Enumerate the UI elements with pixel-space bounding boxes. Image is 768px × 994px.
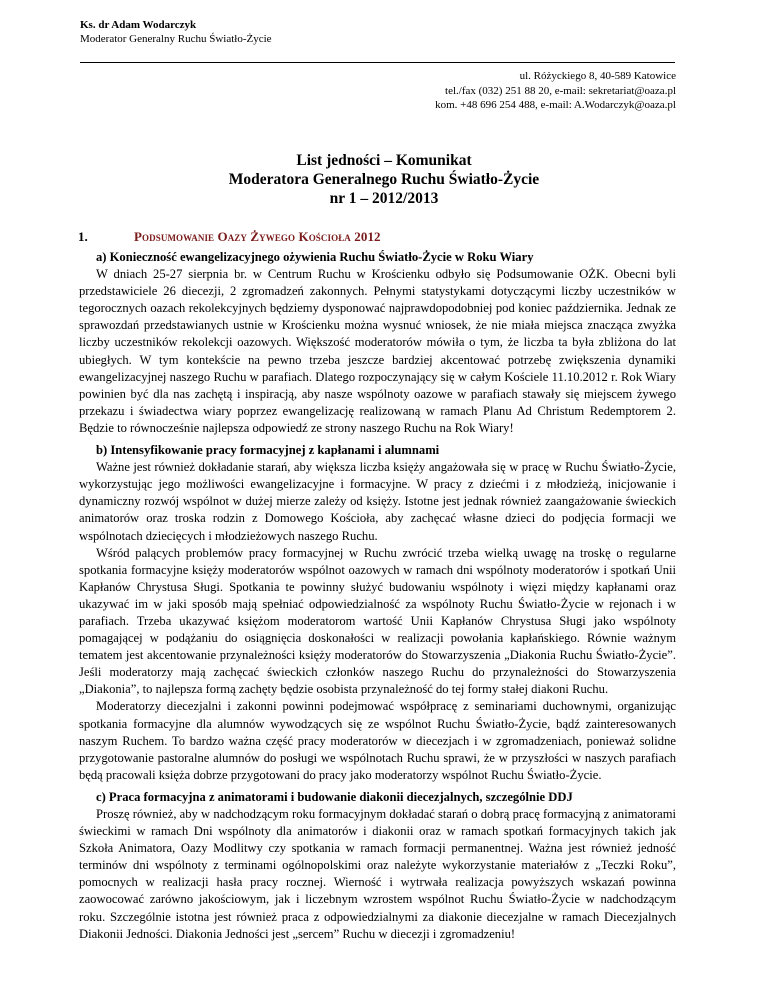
- subsection-a-heading: a) Konieczność ewangelizacyjnego ożywienia Ruchu Światło-Życie w Roku Wiary: [96, 250, 534, 264]
- section-title: Podsumowanie Oazy Żywego Kościoła 2012: [134, 229, 381, 244]
- paragraph-a: W dniach 25-27 sierpnia br. w Centrum Ruchu w Krościenku odbyło się Podsumowanie OŻK. Obecni byli przedstawiciele 26 diecezji, 2 zgromadzeń zakonnych. Pełnymi statystykami dotyczącymi liczby uczestników w tegorocznych oazach rekolekcyjnych będziemy dysponować najprawdopodobniej pod koniec października. Jednak ze sprawozdań przedstawianych ustnie w Krościenku można wysnuć wniosek, że nie miała miejsca znacząca zwyżka liczby uczestników rekolekcji oazowych. Większość moderatorów mówiła o tym, że liczba ta była zbliżona do lat ubiegłych. W tym kontekście na pewno trzeba jeszcze bardziej akcentować potrzebę zwiększenia dynamiki ewangelizacyjnej naszego Ruchu w parafiach. Dlatego rozpoczynający się w całym Kościele 11.10.2012 r. Rok Wiary powinien być dla nas zachętą i inspiracją, aby nasze wspólnoty oazowe w parafiach stawały się miejscem żywego przekazu i świadectwa wiary poprzez ewangelizację realizowaną w ramach Planu Ad Christum Redemptorem 2. Będzie to równocześnie najlepsza odpowiedź ze strony naszego Ruchu na Rok Wiary!: [79, 267, 676, 435]
- paragraph-b1: Ważne jest również dokładanie starań, aby większa liczba księży angażowała się w pracę w Ruchu Światło-Życie, wykorzystując jego możliwości ewangelizacyjne i formacyjne. W pracy z dziećmi i z młodzieżą, inicjowanie i dynamiczny rozwój wspólnot w dużej mierze zależy od księży. Istotne jest jednak również zaangażowanie świeckich animatorów oraz troska rodzin z Domowego Kościoła, aby zachęcać własne dzieci do podjęcia formacji we wspólnotach dziecięcych i młodzieżowych naszego Ruchu.: [79, 460, 676, 543]
- section-number: 1.: [78, 229, 88, 244]
- letter-body: [79, 249, 676, 943]
- document-title: [0, 151, 768, 208]
- paragraph-c: Proszę również, aby w nadchodzącym roku formacyjnym dokładać starań o dobrą pracę formacyjną z animatorami świeckimi w ramach Dni wspólnoty dla animatorów i diakonii oraz w ramach spotkań formacyjnych takich jak Szkoła Animatora, Oazy Modlitwy czy spotkania w ramach formacji permanentnej. Ważna jest również jedność terminów dni wspólnoty z terminami ogólnopolskimi oraz należyte wykorzystanie materiałów z „Teczki Roku”, pomocnych w realizacji hasła pracy rocznej. Wierność i wytrwała realizacja powyższych wskazań powinna zaowocować zarówno jakościowym, jak i liczebnym wzrostem wspólnot Ruchu Światło-Życie w nadchodzącym roku. Szczególnie istotna jest również praca z odpowiedzialnymi za diakonie diecezjalne w ramach Diecezjalnych Diakonii Jedności. Diakonia Jedności jest „sercem” Ruchu w diecezji i zgromadzeniu!: [79, 807, 676, 941]
- header-divider: [80, 62, 675, 63]
- phone-email-line: tel./fax (032) 251 88 20, e-mail: sekretariat@oaza.pl: [445, 84, 676, 97]
- title-line-1: List jedności – Komunikat: [296, 152, 472, 169]
- contact-block: [435, 69, 676, 113]
- author-role: Moderator Generalny Ruchu Światło-Życie: [80, 33, 272, 45]
- mobile-email-line: kom. +48 696 254 488, e-mail: A.Wodarczyk@oaza.pl: [435, 99, 676, 111]
- title-line-3: nr 1 – 2012/2013: [329, 190, 439, 207]
- title-line-2: Moderatora Generalnego Ruchu Światło-Życie: [228, 171, 540, 188]
- sender-block: [80, 18, 272, 46]
- paragraph-b3: Moderatorzy diecezjalni i zakonni powinni podejmować współpracę z seminariami duchownymi, organizując spotkania formacyjne dla alumnów wywodzących się ze wspólnot Ruchu Światło-Życie, bądź zainteresowanych naszym Ruchem. To bardzo ważna część pracy moderatorów w diecezjach i w zgromadzeniach, ponieważ solidne przygotowanie pastoralne alumnów do posługi we wspólnotach Ruchu sprawi, że w przyszłości w naszych parafiach będą pracowali księża dobrze przygotowani do pracy jako moderatorzy wspólnot Ruchu Światło-Życie.: [79, 699, 676, 782]
- subsection-b-heading: b) Intensyfikowanie pracy formacyjnej z kapłanami i alumnami: [96, 443, 440, 458]
- author-name: Ks. dr Adam Wodarczyk: [80, 19, 197, 31]
- subsection-c-heading: c) Praca formacyjna z animatorami i budowanie diakonii diecezjalnych, szczególnie DDJ: [96, 789, 573, 804]
- address-line: ul. Różyckiego 8, 40-589 Katowice: [519, 70, 676, 82]
- paragraph-b2: Wśród palących problemów pracy formacyjnej w Ruchu zwrócić trzeba wielką uwagę na troskę o regularne spotkania formacyjne księży moderatorów wspólnot oazowych w ramach dni wspólnoty moderatorów i spotkań Unii Kapłanów Chrystusa Sługi. Spotkania te powinny służyć budowaniu wspólnoty i więzi między kapłanami oraz ukazywać im w jaki sposób mają spełniać odpowiedzialność za wspólnoty Ruchu Światło-Życie w rejonach i w parafiach. Trzeba ukazywać księżom moderatorom wartość Unii Kapłanów Chrystusa Sługi jako wspólnoty pomagającej w podążaniu do osiągnięcia doskonałości w realizacji powołania kapłańskiego. Równie ważnym tematem jest akcentowanie przynależności księży moderatorów do Stowarzyszenia „Diakonia Ruchu Światło-Życie”. Jeśli moderatorzy mają zachęcać świeckich członków naszego Ruchu do przynależności do Stowarzyszenia „Diakonia”, to najlepsza formą zachęty będzie osobista przynależność do tej formy stałej diakoni Ruchu.: [79, 545, 676, 697]
